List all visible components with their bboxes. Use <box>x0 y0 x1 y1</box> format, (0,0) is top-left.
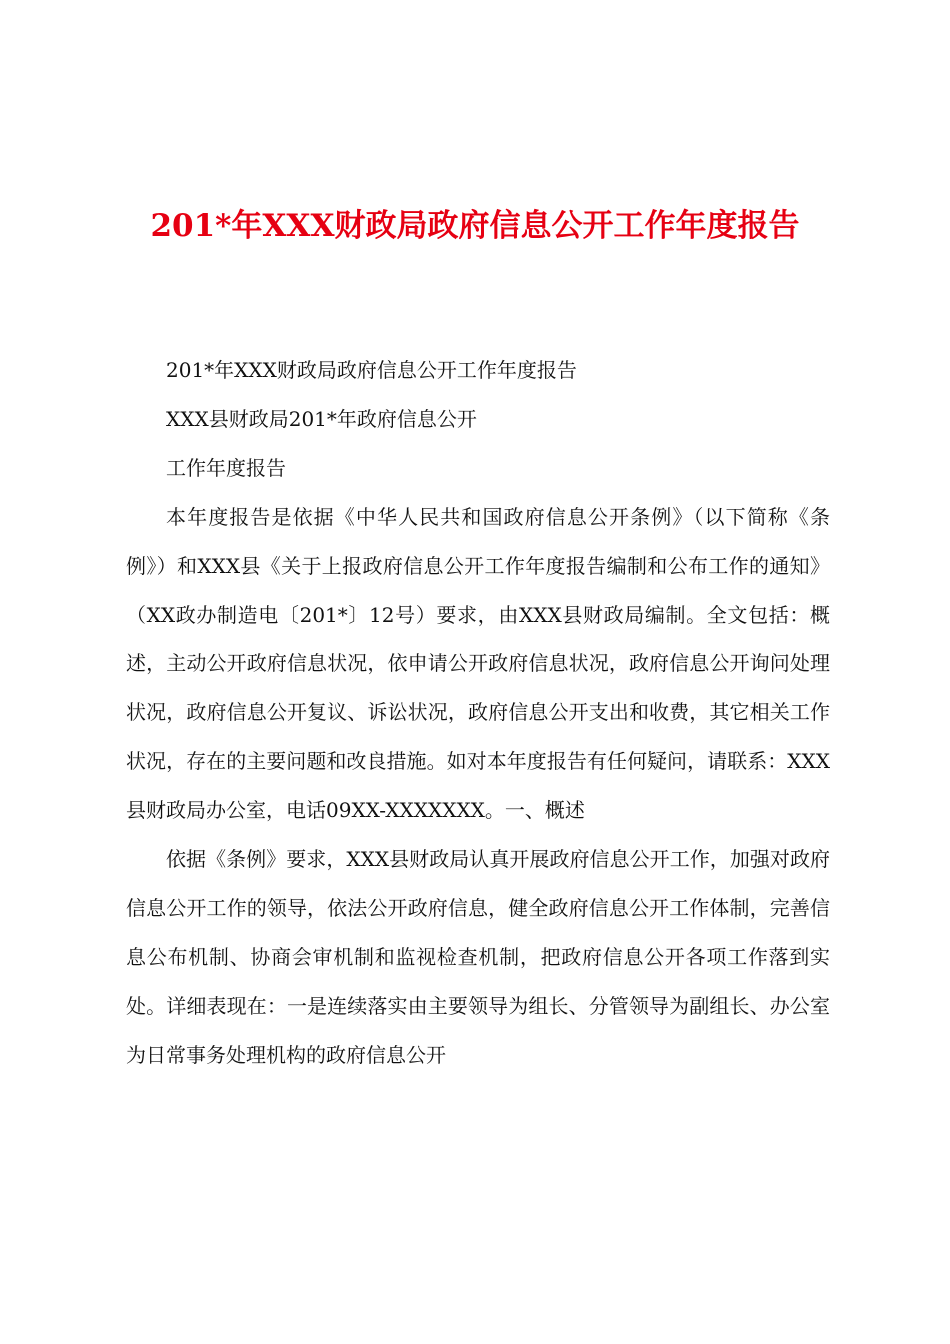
body-paragraph: XXX县财政局201*年政府信息公开 <box>166 406 477 431</box>
document-body <box>126 346 830 1080</box>
body-paragraph: 201*年XXX财政局政府信息公开工作年度报告 <box>166 358 577 382</box>
body-paragraph: 依据《条例》要求，XXX县财政局认真开展政府信息公开工作，加强对政府信息公开工作的领导，依法公开政府信息，健全政府信息公开工作体制，完善信息公布机制、协商会审机制和监视检查机制，把政府信息公开各项工作落到实处。详细表现在：一是连续落实由主要领导为组长、分管领导为副组长、办公室为日常事务处理机构的政府信息公开 <box>126 847 830 1067</box>
body-paragraph: 本年度报告是依据《中华人民共和国政府信息公开条例》（以下简称《条例》）和XXX县《关于上报政府信息公开工作年度报告编制和公布工作的通知》（XX政办制造电〔201*〕12号）要求，由XXX县财政局编制。全文包括：概述，主动公开政府信息状况，依申请公开政府信息状况，政府信息公开询问处理状况，政府信息公开复议、诉讼状况，政府信息公开支出和收费，其它相关工作状况，存在的主要问题和改良措施。如对本年度报告有任何疑问，请联系：XXX县财政局办公室，电话09XX-XXXXXXX。一、概述 <box>126 504 830 823</box>
body-paragraph: 工作年度报告 <box>166 455 286 480</box>
document-title: 201*年XXX财政局政府信息公开工作年度报告 <box>150 208 800 244</box>
